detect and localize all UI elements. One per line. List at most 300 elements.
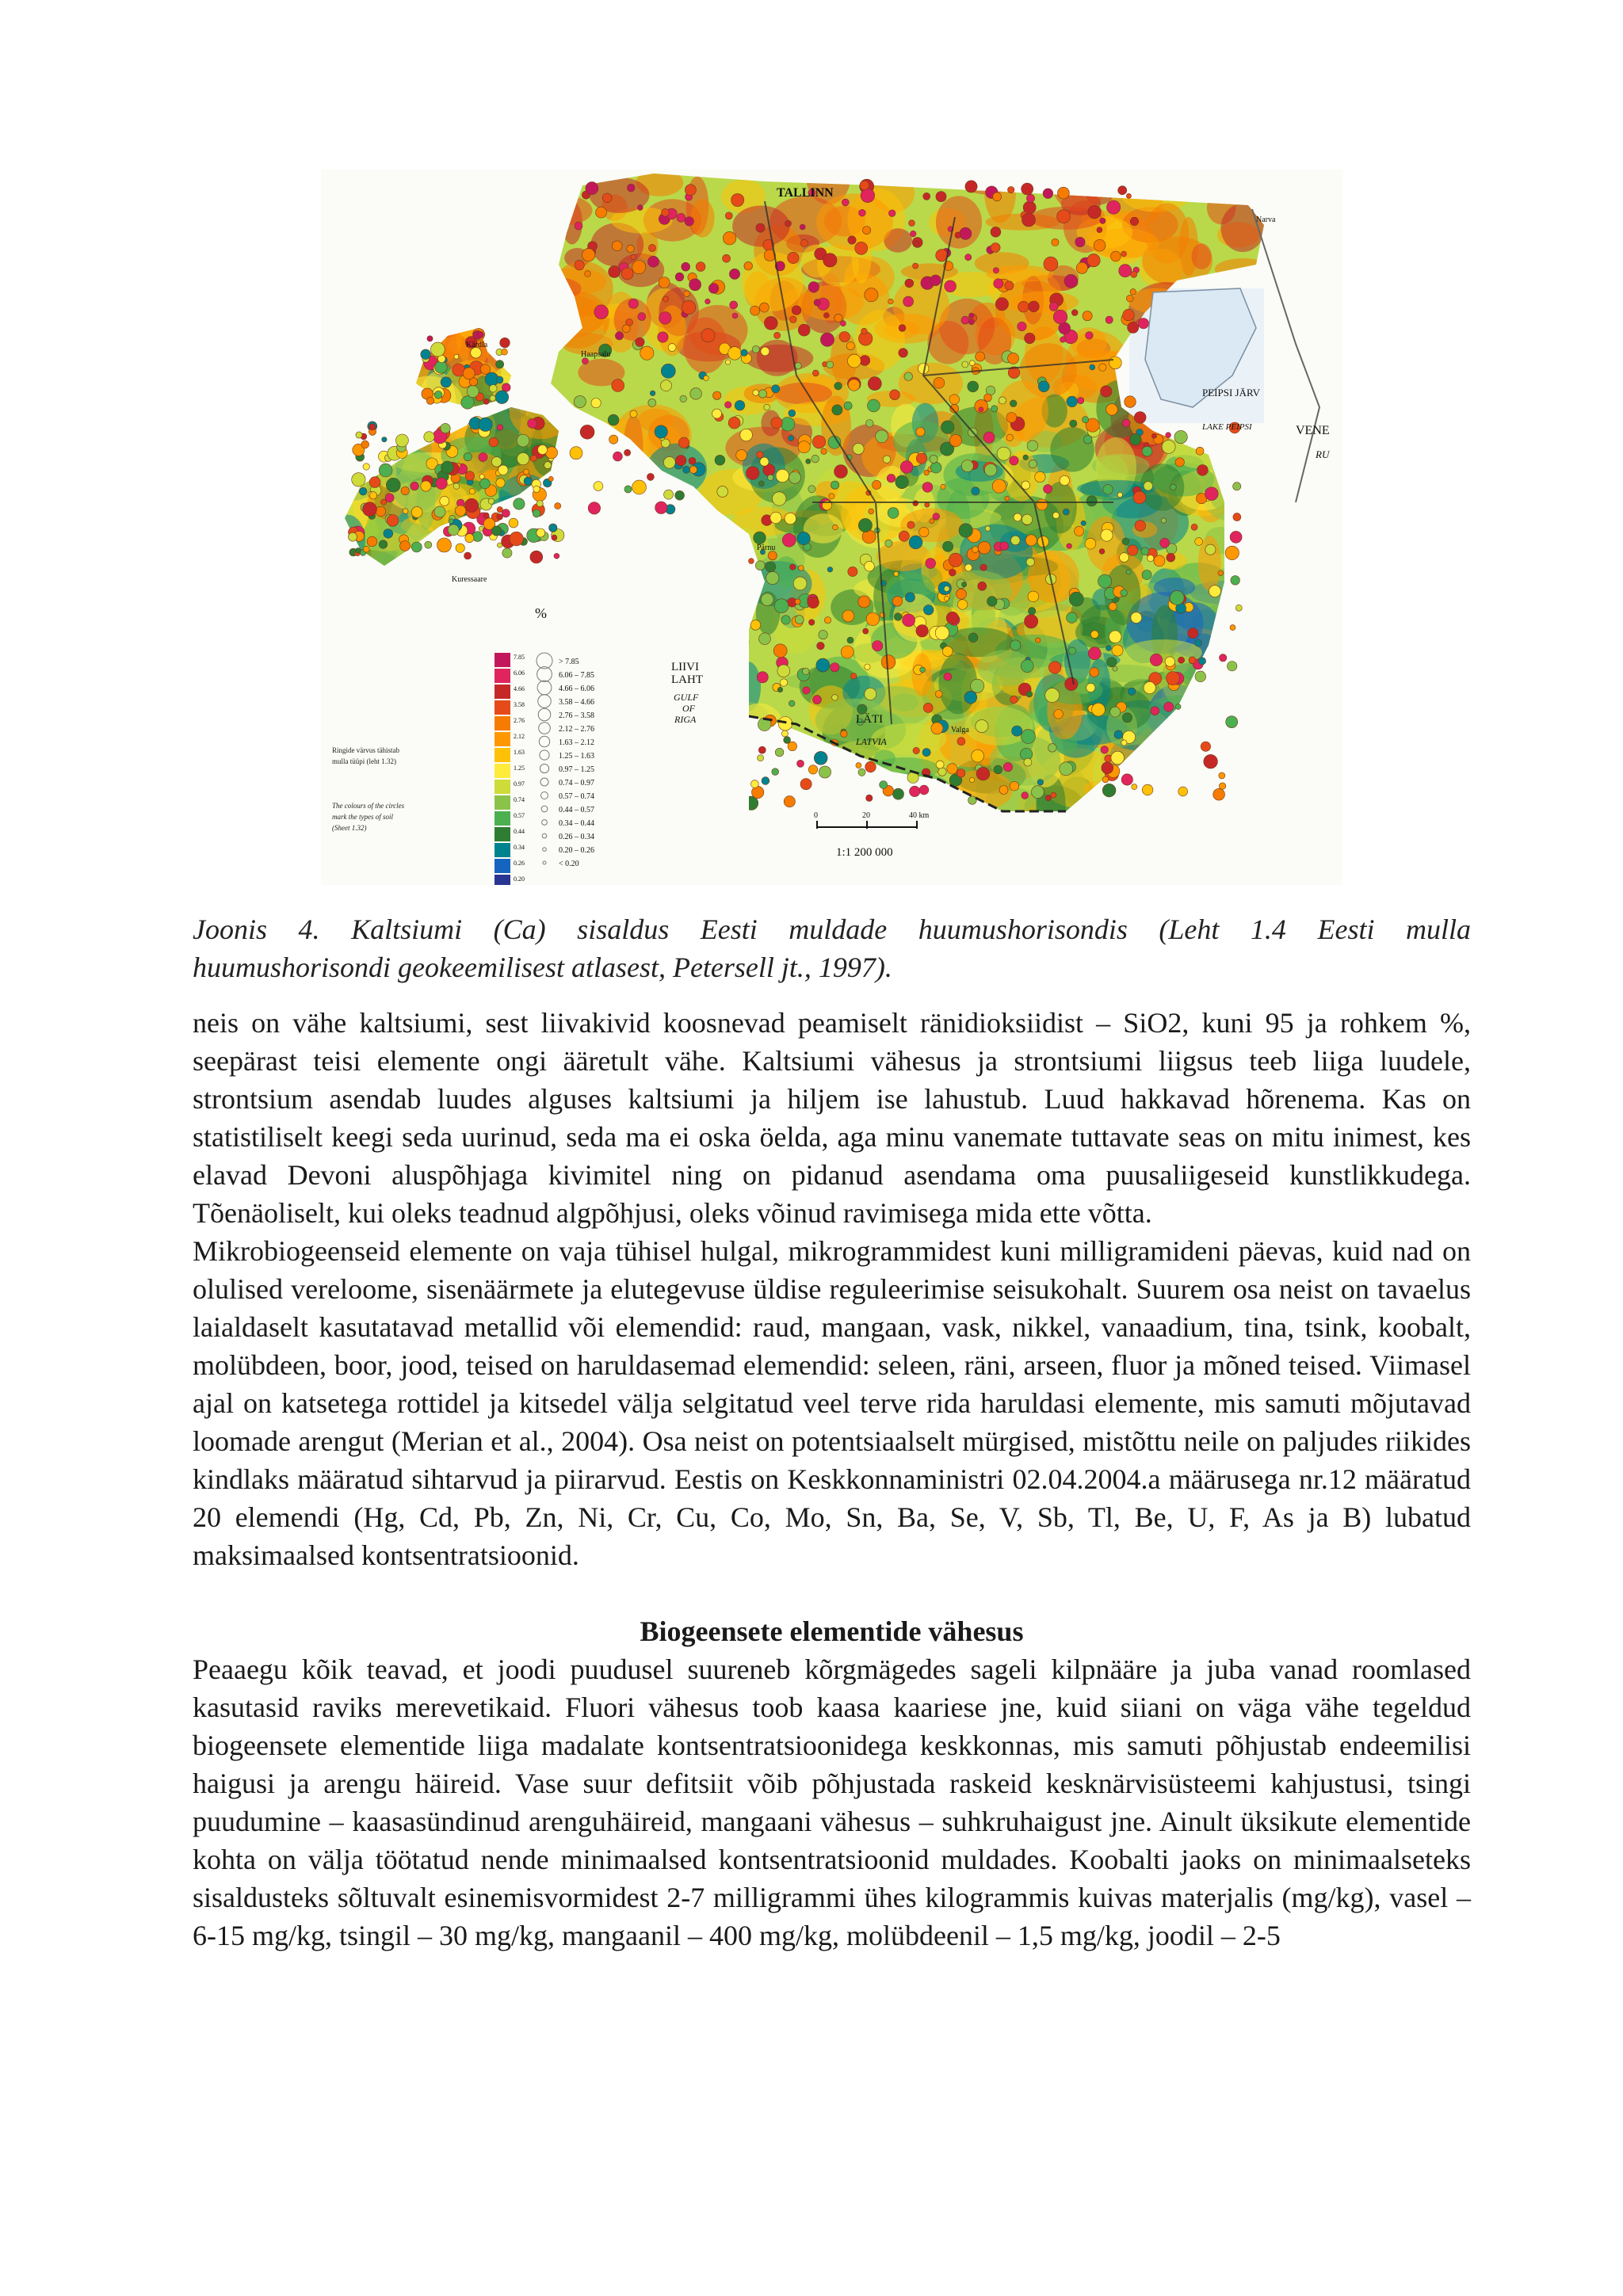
sample-circle — [369, 424, 376, 430]
sample-circle — [923, 703, 933, 712]
sample-circle — [441, 423, 450, 433]
legend-color-swatch — [495, 669, 510, 683]
sample-circle — [477, 331, 483, 338]
sample-circle — [844, 402, 852, 410]
sample-circle — [381, 499, 387, 505]
sample-circle — [555, 503, 561, 509]
sample-circle — [594, 305, 609, 319]
label-lati: LÄTI — [856, 713, 884, 726]
sample-circle — [387, 515, 399, 527]
sample-circle — [764, 404, 770, 410]
sample-circle — [585, 271, 591, 277]
sample-circle — [936, 192, 946, 202]
sample-circle — [754, 532, 766, 544]
sample-circle — [949, 553, 962, 566]
label-laht: LAHT — [671, 673, 703, 686]
sample-circle — [942, 646, 953, 657]
sample-circle — [530, 551, 543, 563]
label-of: OF — [682, 703, 695, 714]
legend-note-en-3: (Sheet 1.32) — [332, 824, 367, 832]
sample-circle — [816, 658, 830, 672]
label-liivi: LIIVI — [671, 661, 699, 673]
sample-circle — [883, 456, 891, 463]
label-kardla: Kärdla — [466, 341, 488, 349]
sample-circle — [946, 612, 958, 624]
sample-circle — [868, 377, 881, 391]
sample-circle — [947, 764, 957, 774]
sample-circle — [832, 405, 842, 415]
sample-circle — [1026, 691, 1033, 697]
sample-circle — [363, 463, 369, 470]
legend-circle-range: 2.12 – 2.76 — [559, 725, 594, 734]
sample-circle — [833, 524, 838, 530]
sample-circle — [1059, 322, 1071, 334]
sample-circle — [1126, 295, 1133, 302]
sample-circle — [496, 360, 504, 368]
sample-circle — [349, 532, 357, 541]
sample-circle — [1060, 762, 1073, 776]
legend-circle-range: 2.76 – 3.58 — [559, 711, 594, 720]
sample-circle — [812, 455, 819, 463]
sample-circle — [903, 296, 914, 307]
sample-circle — [961, 460, 973, 472]
sample-circle — [797, 760, 804, 767]
sample-circle — [1036, 638, 1041, 643]
sample-circle — [1123, 309, 1135, 321]
sample-circle — [574, 395, 586, 407]
sample-circle — [627, 245, 635, 253]
sample-circle — [781, 730, 788, 737]
sample-circle — [1109, 631, 1121, 643]
sample-circle — [1144, 482, 1152, 490]
sample-circle — [834, 314, 842, 322]
legend-color-value: 0.20 — [514, 875, 525, 883]
legend-color-swatch — [495, 875, 510, 885]
sample-circle — [904, 372, 913, 381]
legend-color-swatch — [495, 859, 510, 873]
sample-circle — [426, 397, 433, 404]
sample-circle — [768, 551, 777, 560]
sample-circle — [941, 421, 954, 433]
sample-circle — [972, 547, 979, 553]
sample-circle — [659, 277, 670, 288]
sample-circle — [750, 306, 760, 315]
sample-circle — [839, 332, 850, 342]
sample-circle — [492, 526, 502, 536]
sample-circle — [1025, 615, 1038, 628]
sample-circle — [648, 244, 655, 251]
sample-circle — [684, 291, 690, 297]
label-peipsi-jarv: PEIPSI JÄRV — [1202, 387, 1261, 399]
sample-circle — [910, 786, 920, 796]
sample-circle — [758, 481, 764, 486]
sample-circle — [848, 379, 860, 391]
sample-circle — [885, 540, 892, 547]
sample-circle — [628, 299, 638, 308]
sample-circle — [621, 268, 633, 280]
sample-circle — [1087, 254, 1100, 266]
sample-circle — [1100, 218, 1106, 223]
legend-circle-range: 0.57 – 0.74 — [559, 792, 594, 801]
sample-circle — [1119, 265, 1132, 277]
sample-circle — [436, 478, 448, 490]
sample-circle — [1035, 471, 1045, 482]
sample-circle — [896, 475, 909, 489]
sample-circle — [774, 332, 781, 338]
sample-circle — [403, 509, 408, 514]
sample-circle — [701, 329, 715, 342]
sample-circle — [517, 452, 529, 464]
sample-circle — [1175, 704, 1181, 710]
sample-circle — [905, 279, 914, 288]
sample-circle — [922, 749, 930, 757]
sample-circle — [448, 524, 459, 536]
sample-circle — [630, 410, 637, 418]
soil-patch — [912, 653, 933, 696]
sample-circle — [530, 455, 537, 461]
legend-color-value: 2.12 — [514, 733, 525, 740]
sample-circle — [751, 780, 759, 788]
sample-circle — [517, 434, 529, 447]
sample-circle — [675, 273, 684, 281]
sample-circle — [855, 242, 868, 254]
legend-color-swatch — [495, 716, 510, 730]
sample-circle — [582, 249, 595, 261]
sample-circle — [1165, 657, 1174, 666]
legend-color-value: 0.44 — [514, 828, 525, 835]
sample-circle — [464, 452, 472, 460]
sample-circle — [1076, 262, 1087, 273]
sample-circle — [632, 261, 646, 274]
sample-circle — [861, 189, 875, 203]
sample-circle — [976, 767, 990, 780]
legend-circle-range: 3.58 – 4.66 — [559, 698, 594, 707]
sample-circle — [1175, 458, 1184, 467]
sample-circle — [1209, 585, 1221, 597]
sample-circle — [775, 748, 784, 757]
sample-circle — [962, 361, 968, 368]
sample-circle — [1151, 707, 1159, 715]
sample-circle — [781, 616, 790, 624]
sample-circle — [1132, 784, 1137, 790]
sample-circle — [965, 181, 977, 193]
legend-color-value: 0.97 — [514, 780, 525, 788]
sample-circle — [841, 646, 854, 658]
sample-circle — [1099, 364, 1106, 371]
sample-circle — [888, 210, 896, 217]
sample-circle — [770, 512, 781, 523]
sample-circle — [1151, 433, 1156, 438]
sample-circle — [789, 471, 801, 483]
sample-circle — [1045, 795, 1051, 800]
sample-circle — [500, 338, 510, 348]
sample-circle — [1090, 668, 1099, 677]
sample-circle — [367, 536, 377, 547]
sample-circle — [803, 687, 810, 694]
sample-circle — [524, 469, 529, 475]
sample-circle — [873, 641, 883, 651]
sample-circle — [498, 465, 508, 475]
sample-circle — [510, 532, 524, 546]
sample-circle — [435, 361, 448, 374]
sample-circle — [411, 507, 422, 518]
sample-circle — [609, 435, 618, 444]
sample-circle — [545, 447, 557, 459]
sample-circle — [819, 630, 827, 639]
scale-tick-0: 0 — [814, 811, 818, 820]
sample-circle — [655, 425, 667, 438]
sample-circle — [454, 354, 459, 359]
sample-circle — [658, 332, 668, 342]
sample-circle — [533, 486, 540, 492]
sample-circle — [1101, 746, 1109, 754]
legend-color-swatch — [495, 700, 510, 715]
sample-circle — [356, 432, 362, 438]
sample-circle — [909, 220, 915, 227]
label-haapsalu: Haapsalu — [581, 350, 611, 359]
sample-circle — [976, 352, 985, 361]
sample-circle — [713, 391, 721, 399]
sample-circle — [1106, 316, 1113, 323]
sample-circle — [758, 390, 766, 398]
sample-circle — [865, 761, 876, 772]
sample-circle — [1142, 570, 1151, 580]
sample-circle — [1103, 485, 1113, 494]
sample-circle — [1196, 447, 1204, 455]
sample-circle — [548, 476, 553, 481]
sample-circle — [1083, 417, 1089, 423]
sample-circle — [1043, 189, 1053, 199]
sample-circle — [1045, 688, 1060, 703]
scale-tick-40: 40 km — [909, 811, 930, 820]
legend-circle-range: 0.97 – 1.25 — [559, 765, 594, 774]
sample-circle — [910, 231, 916, 237]
sample-circle — [677, 213, 685, 222]
sample-circle — [1120, 553, 1129, 563]
sample-circle — [488, 498, 494, 504]
sample-circle — [965, 254, 972, 261]
sample-circle — [411, 542, 422, 552]
sample-circle — [612, 379, 624, 392]
sample-circle — [866, 420, 874, 428]
sample-circle — [663, 456, 675, 468]
legend-circle-range: 1.63 – 2.12 — [559, 738, 594, 747]
sample-circle — [575, 222, 582, 230]
sample-circle — [949, 569, 956, 576]
sample-circle — [1048, 744, 1057, 753]
sample-circle — [808, 282, 819, 293]
sample-circle — [1006, 434, 1014, 441]
sample-circle — [978, 541, 991, 554]
sample-circle — [650, 391, 655, 396]
sample-circle — [363, 502, 377, 517]
sample-circle — [788, 252, 799, 263]
sample-circle — [1008, 353, 1019, 364]
sample-circle — [968, 796, 977, 805]
sample-circle — [817, 642, 825, 650]
soil-patch — [891, 693, 918, 711]
sample-circle — [1235, 605, 1242, 611]
legend-color-value: 0.26 — [514, 860, 525, 867]
sample-circle — [463, 368, 475, 379]
sample-circle — [1130, 217, 1138, 225]
sample-circle — [876, 430, 888, 443]
sample-circle — [731, 193, 744, 206]
sample-circle — [795, 616, 804, 624]
legend-color-swatch — [495, 811, 510, 826]
sample-circle — [991, 406, 998, 412]
sample-circle — [636, 338, 644, 346]
sample-circle — [479, 452, 487, 461]
legend-circle-range: 0.74 – 0.97 — [559, 779, 594, 788]
sample-circle — [682, 300, 695, 314]
sample-circle — [624, 449, 631, 456]
sample-circle — [1018, 322, 1026, 330]
sample-circle — [955, 232, 961, 238]
sample-circle — [1189, 657, 1196, 664]
sample-circle — [923, 605, 934, 616]
sample-circle — [1083, 311, 1092, 321]
sample-circle — [1122, 713, 1132, 723]
sample-circle — [790, 564, 796, 570]
sample-circle — [858, 769, 865, 776]
sample-circle — [1148, 555, 1154, 561]
sample-circle — [1220, 654, 1227, 662]
sample-circle — [1125, 396, 1136, 408]
label-parnu: Pärnu — [757, 543, 776, 552]
sample-circle — [753, 390, 759, 396]
sample-circle — [453, 483, 460, 490]
sample-circle — [903, 614, 915, 627]
sample-circle — [472, 532, 483, 542]
sample-circle — [1126, 193, 1131, 198]
sample-circle — [846, 342, 854, 350]
sample-circle — [386, 478, 400, 492]
sample-circle — [971, 679, 984, 692]
sample-circle — [424, 432, 434, 442]
estonia-calcium-map — [321, 170, 1342, 885]
sample-circle — [800, 239, 808, 246]
sample-circle — [490, 385, 498, 393]
legend-color-value: 4.66 — [514, 685, 525, 692]
sample-circle — [401, 486, 409, 494]
scale-ratio: 1:1 200 000 — [836, 846, 893, 859]
sample-circle — [1029, 460, 1037, 467]
sample-circle — [1142, 446, 1152, 456]
sample-circle — [704, 376, 709, 381]
sample-circle — [789, 700, 795, 707]
sample-circle — [964, 691, 977, 704]
sample-circle — [1228, 662, 1237, 671]
sample-circle — [638, 313, 646, 321]
sample-circle — [615, 332, 623, 340]
sample-circle — [1122, 419, 1130, 427]
sample-circle — [1122, 538, 1129, 545]
sample-circle — [984, 463, 997, 476]
sample-circle — [778, 717, 792, 731]
sample-circle — [602, 193, 612, 203]
sample-circle — [1032, 786, 1044, 799]
sample-circle — [923, 193, 930, 200]
legend-note-en-2: mark the types of soil — [332, 813, 393, 821]
sample-circle — [1121, 774, 1132, 785]
sample-circle — [723, 231, 736, 245]
sample-circle — [924, 470, 930, 475]
sample-circle — [972, 487, 980, 495]
legend-color-swatch — [495, 748, 510, 762]
sample-circle — [991, 227, 1001, 237]
sample-circle — [1219, 772, 1225, 779]
sample-circle — [1113, 666, 1117, 671]
sample-circle — [1110, 707, 1121, 717]
legend-color-value: 0.74 — [514, 796, 525, 803]
sample-circle — [495, 391, 509, 404]
sample-circle — [661, 380, 672, 391]
legend-color-swatch — [495, 843, 510, 857]
sample-circle — [708, 284, 719, 294]
sample-circle — [1081, 521, 1086, 525]
sample-circle — [888, 508, 899, 519]
sample-circle — [352, 473, 365, 486]
sample-circle — [1102, 776, 1109, 783]
sample-circle — [1005, 496, 1010, 501]
sample-circle — [797, 532, 810, 544]
sample-circle — [1071, 310, 1078, 316]
legend-color-value: 1.25 — [514, 765, 525, 772]
sample-circle — [627, 184, 635, 192]
sample-circle — [812, 436, 825, 448]
sample-circle — [509, 518, 518, 528]
sample-circle — [549, 524, 557, 532]
sample-circle — [1008, 186, 1014, 193]
sample-circle — [806, 459, 811, 463]
sample-circle — [865, 288, 878, 302]
sample-circle — [809, 620, 815, 625]
sample-circle — [766, 571, 779, 584]
label-tallinn: TALLINN — [777, 186, 834, 200]
sample-circle — [467, 386, 479, 398]
sample-circle — [1011, 536, 1021, 545]
sample-circle — [696, 262, 705, 272]
sample-circle — [1111, 751, 1125, 765]
sample-circle — [537, 501, 543, 507]
sample-circle — [682, 262, 690, 271]
sample-circle — [894, 571, 899, 576]
sample-circle — [938, 768, 946, 776]
sample-circle — [1025, 535, 1037, 546]
caption-line-1: Joonis 4. Kaltsiumi (Ca) sisaldus Eesti muldade huumushorisondis (Leht 1.4 Eesti mulla — [193, 913, 1471, 945]
sample-circle — [498, 543, 502, 547]
sample-circle — [798, 441, 810, 453]
sample-circle — [514, 498, 525, 509]
sample-circle — [1028, 608, 1035, 615]
legend-color-swatch — [495, 764, 510, 778]
sample-circle — [1052, 512, 1059, 518]
sample-circle — [1161, 518, 1166, 523]
sample-circle — [741, 349, 748, 357]
sample-circle — [725, 402, 731, 408]
sample-circle — [622, 325, 630, 333]
sample-circle — [1090, 364, 1095, 370]
legend-color-swatch — [495, 732, 510, 746]
sample-circle — [880, 781, 888, 789]
sample-circle — [812, 370, 819, 376]
sample-circle — [1067, 543, 1072, 549]
sample-circle — [858, 518, 872, 532]
sample-circle — [1141, 547, 1149, 555]
sample-circle — [725, 212, 732, 219]
sample-circle — [968, 381, 979, 392]
